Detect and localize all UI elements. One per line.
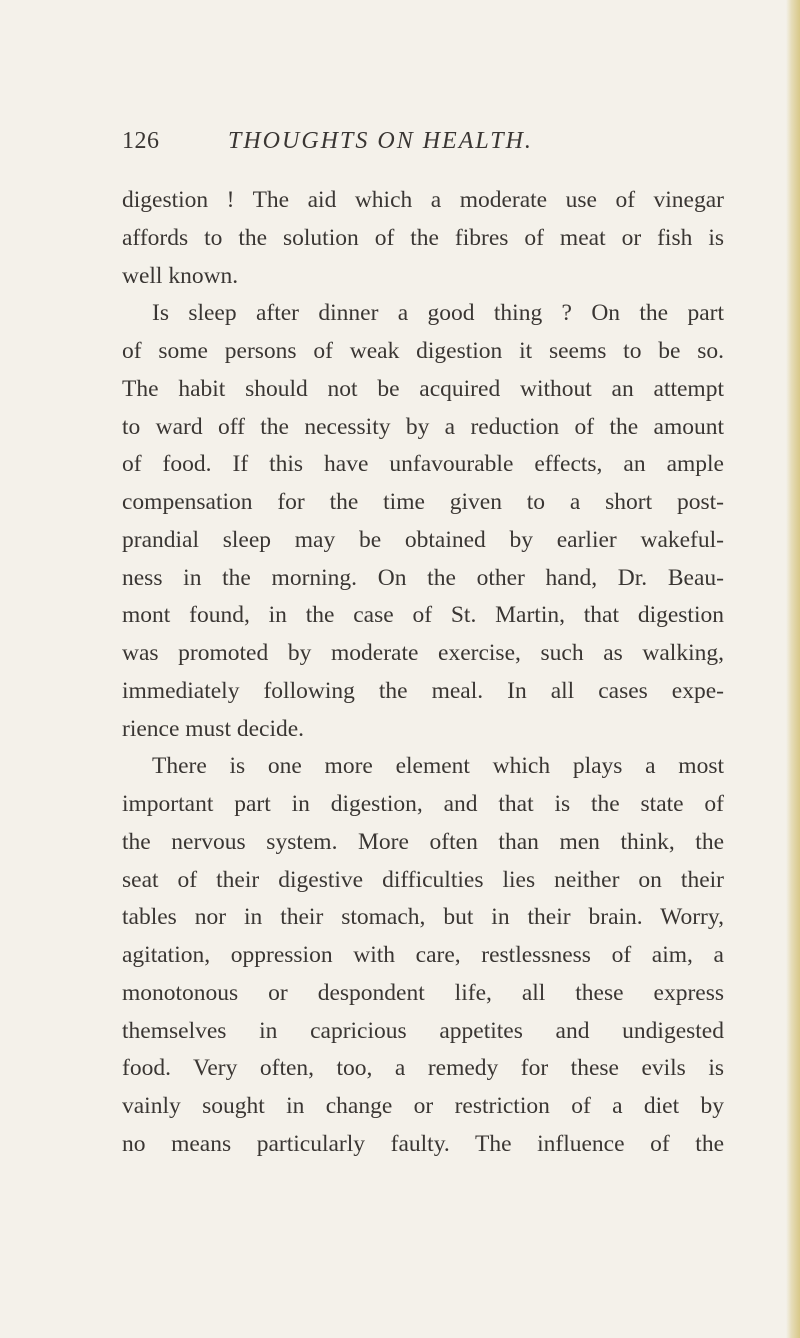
text-line: digestion ! The aid which a moderate use of vinegar	[122, 187, 724, 213]
page-header	[122, 128, 582, 164]
text-line: monotonous or despondent life, all these express	[122, 979, 724, 1006]
text-line: prandial sleep may be obtained by earlier wakeful-	[122, 526, 724, 553]
text-line: was promoted by moderate exercise, such as walking,	[122, 640, 724, 666]
running-head: THOUGHTS ON HEALTH.	[228, 128, 533, 154]
page-number: 126	[122, 128, 160, 154]
text-line: immediately following the meal. In all cases expe-	[122, 677, 724, 704]
text-line: agitation, oppression with care, restlessness of aim, a	[122, 942, 724, 968]
text-line: seat of their digestive difficulties lies neither on their	[122, 866, 724, 893]
text-line: The habit should not be acquired without an attempt	[122, 375, 724, 402]
text-line: well known.	[122, 262, 239, 289]
text-line: themselves in capricious appetites and undigested	[122, 1017, 724, 1044]
text-line: of some persons of weak digestion it seems to be so.	[122, 338, 724, 364]
text-line: the nervous system. More often than men think, the	[122, 828, 724, 855]
page-edge	[786, 0, 800, 1338]
text-line: vainly sought in change or restriction of a diet by	[122, 1093, 724, 1119]
text-line: mont found, in the case of St. Martin, that digestion	[122, 602, 724, 629]
text-line: affords to the solution of the fibres of meat or fish is	[122, 224, 724, 251]
text-line: rience must decide.	[122, 715, 305, 742]
text-line: to ward off the necessity by a reduction of the amount	[122, 413, 724, 440]
text-line: There is one more element which plays a most	[152, 753, 724, 780]
text-line: Is sleep after dinner a good thing ? On the part	[152, 300, 724, 327]
text-line: of food. If this have unfavourable effects, an ample	[122, 451, 724, 478]
body-text	[122, 182, 724, 1164]
text-line: compensation for the time given to a short post-	[122, 489, 724, 515]
text-line: tables nor in their stomach, but in their brain. Worry,	[122, 904, 724, 931]
text-line: ness in the morning. On the other hand, Dr. Beau-	[122, 564, 724, 591]
text-line: important part in digestion, and that is the state of	[122, 791, 724, 817]
text-line: no means particularly faulty. The influence of the	[122, 1130, 724, 1157]
text-line: food. Very often, too, a remedy for these evils is	[122, 1055, 724, 1082]
